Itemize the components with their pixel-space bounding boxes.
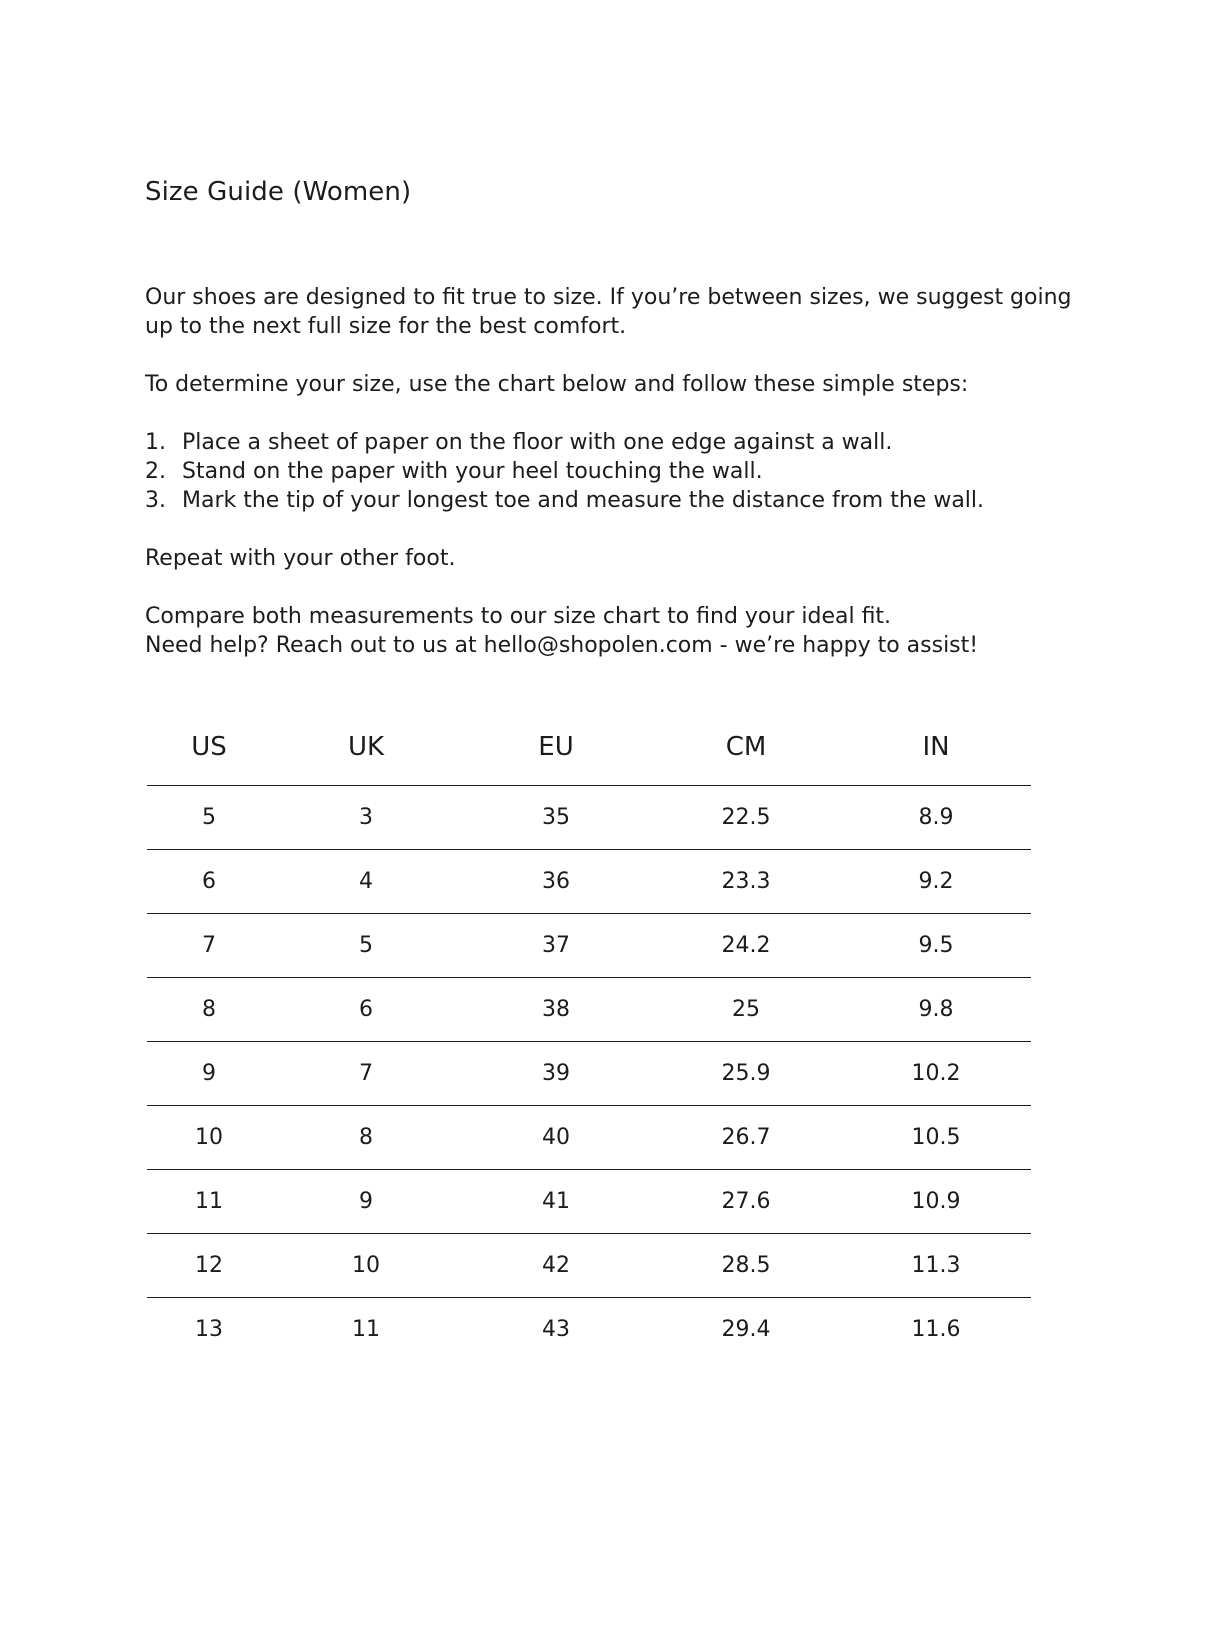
step-text: Mark the tip of your longest toe and measure the distance from the wall. [182, 488, 985, 513]
cell-cm: 23.3 [651, 850, 841, 914]
cell-us: 13 [195, 1317, 223, 1342]
cell-uk: 5 [271, 914, 461, 978]
compare-block [145, 602, 1095, 660]
cell-eu: 37 [461, 914, 651, 978]
cell-cm: 25 [651, 978, 841, 1042]
cell-in: 10.2 [841, 1042, 1031, 1106]
intro-paragraph: Our shoes are designed to fit true to size. If you’re between sizes, we suggest going up to the next full size for the best comfort. [145, 285, 1072, 339]
table-row [147, 786, 1031, 850]
steps-intro: To determine your size, use the chart below and follow these simple steps: [145, 372, 969, 397]
table-header-row [147, 730, 1031, 786]
cell-uk: 6 [271, 978, 461, 1042]
help-note: Need help? Reach out to us at hello@shopolen.com - we’re happy to assist! [145, 633, 979, 658]
cell-in: 8.9 [841, 786, 1031, 850]
cell-uk: 9 [271, 1170, 461, 1234]
size-chart-table [147, 730, 1031, 1361]
compare-note: Compare both measurements to our size chart to find your ideal fit. [145, 604, 892, 629]
table-row [147, 1170, 1031, 1234]
table-row [147, 1042, 1031, 1106]
table-row [147, 1234, 1031, 1298]
cell-us: 11 [147, 1170, 271, 1234]
repeat-note: Repeat with your other foot. [145, 546, 456, 571]
step-text: Place a sheet of paper on the floor with one edge against a wall. [182, 430, 893, 455]
cell-eu: 42 [461, 1234, 651, 1298]
cell-uk: 7 [271, 1042, 461, 1106]
cell-cm: 28.5 [651, 1234, 841, 1298]
cell-eu: 40 [461, 1106, 651, 1170]
step-number: 1. [145, 430, 166, 455]
cell-uk: 8 [271, 1106, 461, 1170]
table-row [147, 914, 1031, 978]
table-row [147, 1298, 1031, 1362]
cell-uk: 10 [271, 1234, 461, 1298]
cell-us: 7 [147, 914, 271, 978]
step-item [145, 457, 984, 486]
steps-list [145, 428, 984, 515]
cell-in: 9.2 [841, 850, 1031, 914]
cell-cm: 27.6 [651, 1170, 841, 1234]
step-number: 2. [145, 459, 166, 484]
step-number: 3. [145, 488, 166, 513]
cell-cm: 25.9 [651, 1042, 841, 1106]
cell-eu: 41 [461, 1170, 651, 1234]
step-item [145, 486, 984, 515]
cell-eu: 43 [542, 1317, 570, 1342]
cell-us: 6 [147, 850, 271, 914]
cell-eu: 35 [461, 786, 651, 850]
step-item [145, 428, 984, 457]
header-uk: UK [271, 730, 461, 786]
cell-in: 9.5 [841, 914, 1031, 978]
cell-us: 9 [147, 1042, 271, 1106]
cell-us: 8 [147, 978, 271, 1042]
cell-in: 11.3 [841, 1234, 1031, 1298]
cell-eu: 39 [461, 1042, 651, 1106]
header-us: US [147, 730, 271, 786]
table-row [147, 978, 1031, 1042]
cell-eu: 36 [461, 850, 651, 914]
cell-in: 11.6 [911, 1317, 961, 1342]
cell-in: 10.9 [841, 1170, 1031, 1234]
cell-us: 10 [147, 1106, 271, 1170]
cell-eu: 38 [461, 978, 651, 1042]
cell-in: 9.8 [841, 978, 1031, 1042]
cell-us: 5 [147, 786, 271, 850]
cell-uk: 3 [271, 786, 461, 850]
cell-cm: 29.4 [721, 1317, 771, 1342]
step-text: Stand on the paper with your heel touching the wall. [182, 459, 763, 484]
header-cm: CM [651, 730, 841, 786]
table-row [147, 1106, 1031, 1170]
cell-cm: 24.2 [651, 914, 841, 978]
table-row [147, 850, 1031, 914]
cell-uk: 4 [271, 850, 461, 914]
cell-us: 12 [147, 1234, 271, 1298]
header-in: IN [841, 730, 1031, 786]
page-title: Size Guide (Women) [145, 177, 412, 207]
header-eu: EU [461, 730, 651, 786]
cell-cm: 26.7 [651, 1106, 841, 1170]
cell-uk: 11 [352, 1317, 380, 1342]
cell-cm: 22.5 [651, 786, 841, 850]
cell-in: 10.5 [841, 1106, 1031, 1170]
